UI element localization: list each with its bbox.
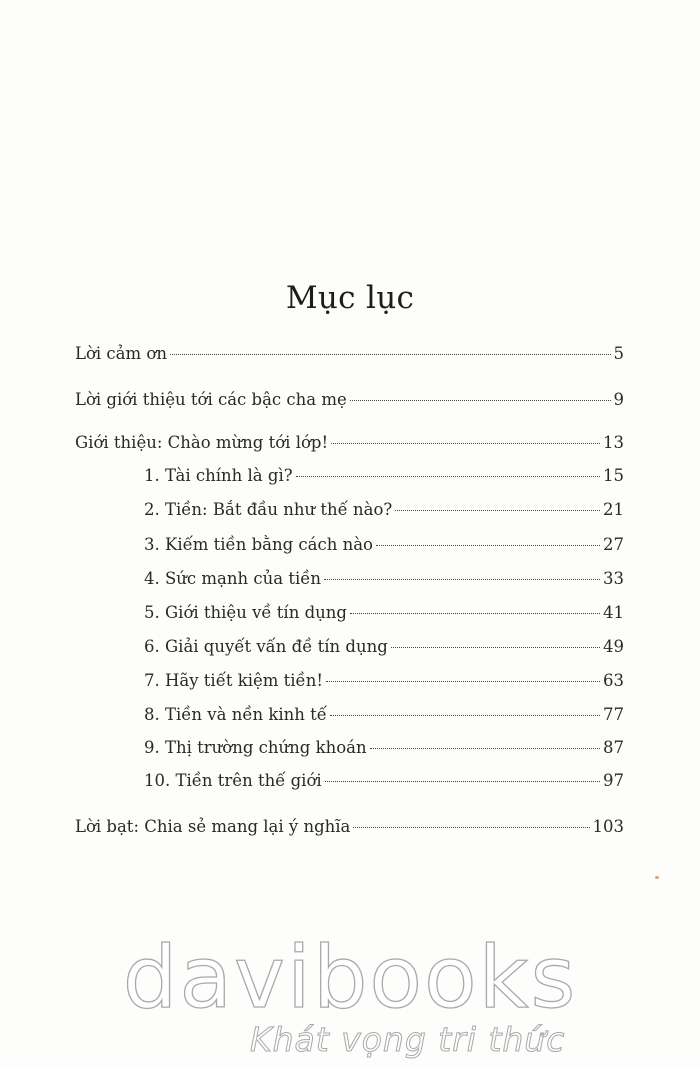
toc-entry-label: 5. Giới thiệu về tín dụng <box>144 603 347 622</box>
toc-entry[interactable] <box>144 499 624 521</box>
toc-entry-page: 63 <box>603 671 624 690</box>
page-title: Mục lục <box>285 280 415 316</box>
dot-leader <box>324 579 600 580</box>
toc-entry[interactable] <box>75 816 624 838</box>
toc-entry-page: 9 <box>613 390 624 409</box>
toc-entry-page: 77 <box>603 705 624 724</box>
toc-entry-page: 33 <box>603 569 624 588</box>
toc-entry-page: 41 <box>603 603 624 622</box>
toc-entry[interactable] <box>144 737 624 759</box>
toc-entry[interactable] <box>144 465 624 487</box>
toc-entry-label: 3. Kiếm tiền bằng cách nào <box>144 535 373 554</box>
dot-leader <box>325 781 600 782</box>
toc-entry-label: Lời giới thiệu tới các bậc cha mẹ <box>75 390 347 409</box>
dot-leader <box>391 647 600 648</box>
toc-entry-page: 87 <box>603 738 624 757</box>
toc-entry-label: 6. Giải quyết vấn đề tín dụng <box>144 637 388 656</box>
dot-leader <box>370 748 600 749</box>
dot-leader <box>353 827 589 828</box>
toc-entry[interactable] <box>144 670 624 692</box>
toc-entry-page: 103 <box>592 817 624 836</box>
toc-entry[interactable] <box>144 636 624 658</box>
toc-entry-page: 97 <box>603 771 624 790</box>
toc-entry[interactable] <box>144 704 624 726</box>
toc-entry-page: 15 <box>603 466 624 485</box>
toc-entry-label: 8. Tiền và nền kinh tế <box>144 705 327 724</box>
toc-entry-label: 2. Tiền: Bắt đầu như thế nào? <box>144 500 393 519</box>
toc-entry[interactable] <box>75 389 624 411</box>
dot-leader <box>330 715 600 716</box>
toc-entry[interactable] <box>75 343 624 365</box>
toc-entry-label: 10. Tiền trên thế giới <box>144 771 322 790</box>
toc-entry-label: Lời cảm ơn <box>75 344 167 363</box>
dot-leader <box>331 443 600 444</box>
toc-entry-label: 4. Sức mạnh của tiền <box>144 569 322 588</box>
toc-entry[interactable] <box>144 770 624 792</box>
dot-leader <box>170 354 611 355</box>
toc-entry-label: 1. Tài chính là gì? <box>144 466 293 485</box>
toc-entry-page: 49 <box>603 637 624 656</box>
toc-entry[interactable] <box>144 602 624 624</box>
toc-entry-label: Lời bạt: Chia sẻ mang lại ý nghĩa <box>75 817 351 836</box>
dot-leader <box>350 400 611 401</box>
dot-leader <box>296 476 600 477</box>
toc-entry-label: 9. Thị trường chứng khoán <box>144 738 367 757</box>
toc-entry[interactable] <box>144 568 624 590</box>
dot-leader <box>395 510 600 511</box>
toc-entry-page: 27 <box>603 535 624 554</box>
watermark-tagline: Khát vọng tri thức <box>250 1020 566 1059</box>
ink-speck <box>655 876 659 879</box>
toc-entry[interactable] <box>75 432 624 454</box>
dot-leader <box>350 613 600 614</box>
dot-leader <box>326 681 600 682</box>
toc-entry-page: 5 <box>613 344 624 363</box>
toc-entry-label: 7. Hãy tiết kiệm tiền! <box>144 671 323 690</box>
toc-entry-label: Giới thiệu: Chào mừng tới lớp! <box>75 433 329 452</box>
toc-entry-page: 21 <box>603 500 624 519</box>
toc-entry[interactable] <box>144 534 624 556</box>
dot-leader <box>376 545 600 546</box>
toc-entry-page: 13 <box>603 433 624 452</box>
watermark-brand: davibooks <box>122 928 578 1028</box>
